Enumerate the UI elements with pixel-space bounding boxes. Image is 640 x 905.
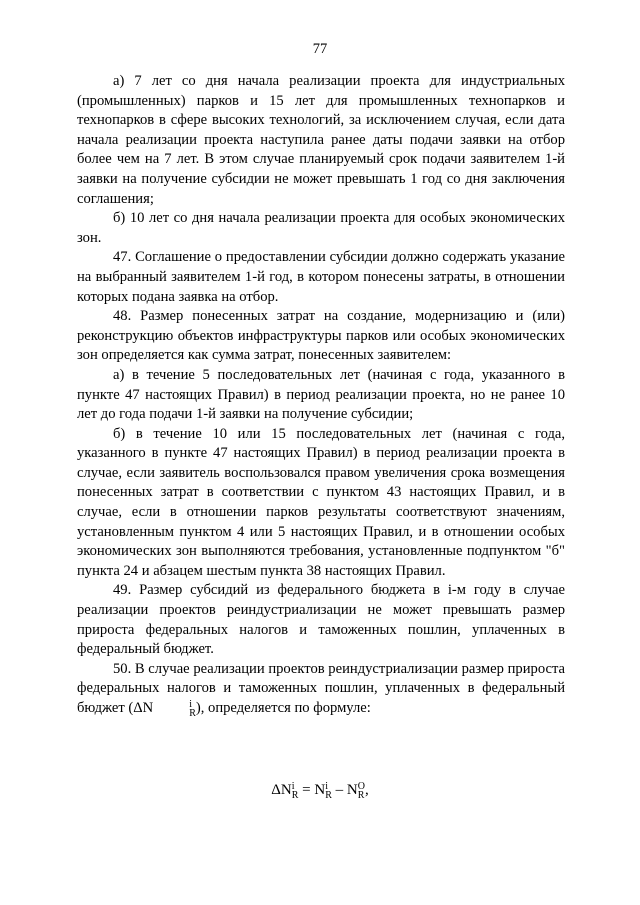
formula-equals: = — [298, 782, 315, 798]
formula-term1-sub: R — [325, 789, 332, 801]
paragraph-48a: а) в течение 5 последовательных лет (начиная с года, указанного в пункте 47 настоящих Правил) в период реализации проекта, но не ранее 10 лет до года подачи 1-й заявки на получение субсидии; — [77, 366, 565, 423]
paragraph-50-symbol-indices — [153, 700, 196, 718]
paragraph-50-text-before: 50. В случае реализации проектов реиндустриализации размер прироста федеральных налогов и таможенных пошлин, уплаченных в федеральный бюджет ( — [77, 660, 565, 716]
paragraph-48b: б) в течение 10 или 15 последовательных лет (начиная с года, указанного в пункте 47 настоящих Правил) в период реализации проекта в случае, если заявитель воспользовался правом увеличения срока возмещения понесенных затрат в соответствии с пунктом 43 настоящих Правил, и в случае, если в отношении парков результаты соответствуют значениям, установленным пунктом 4 или 5 настоящих Правил, и в отношении особых экономических зон выполняются требования, установленные подпунктом "б" пункта 24 и абзацем шестым пункта 38 настоящих Правил. — [77, 425, 565, 579]
paragraph-49: 49. Размер субсидий из федерального бюджета в i-м году в случае реализации проектов реиндустриализации не может превышать размер прироста федеральных налогов и таможенных пошлин, уплаченных в федеральный бюджет. — [77, 582, 565, 658]
formula-term1-indices — [325, 782, 332, 800]
formula-minus: – — [331, 782, 347, 798]
formula-term1-base: N — [314, 782, 326, 798]
formula-lhs-base: ΔN — [271, 782, 292, 798]
page-number: 77 — [312, 41, 328, 57]
formula-term2-base: N — [346, 782, 358, 798]
formula-term1-sup: i — [325, 780, 329, 792]
paragraph-50 — [77, 660, 565, 719]
formula-lhs-sub: R — [291, 789, 299, 801]
paragraph-50-symbol-sup: i — [189, 698, 192, 710]
body-text — [77, 72, 565, 719]
formula-term2-indices — [358, 782, 365, 800]
formula — [0, 780, 640, 800]
paragraph-46a: а) 7 лет со дня начала реализации проекта для индустриальных (промышленных) парков и 15 лет для промышленных технопарков и технопарков в сфере высоких технологий, за исключением случая, если дата начала реализации проекта наступила ранее даты подачи заявки на отбор более чем на 7 лет. В этом случае планируемый срок подачи заявителем 1-й заявки на получение субсидии не может превышать 1 год со дня заключения соглашения; — [77, 73, 565, 207]
formula-lhs-sup: i — [291, 780, 295, 792]
paragraph-46b: б) 10 лет со дня начала реализации проекта для особых экономических зон. — [77, 210, 565, 246]
formula-term2-sub: R — [357, 789, 365, 801]
paragraph-50-text-after: ), определяется по формуле: — [195, 700, 371, 716]
paragraph-50-symbol-sub: R — [189, 707, 196, 719]
paragraph-48: 48. Размер понесенных затрат на создание, модернизацию и (или) реконструкцию объектов инфраструктуры парков или особых экономических зон определяется как сумма затрат, понесенных заявителем: — [77, 308, 565, 364]
paragraph-50-symbol-base: ΔN — [133, 700, 154, 716]
formula-term2-sup: O — [357, 780, 365, 792]
paragraph-50-symbol — [133, 698, 196, 719]
formula-trailing: , — [364, 782, 369, 798]
paragraph-47: 47. Соглашение о предоставлении субсидии должно содержать указание на выбранный заявителем 1-й год, в котором понесены затраты, в отношении которых подана заявка на отбор. — [77, 249, 565, 305]
